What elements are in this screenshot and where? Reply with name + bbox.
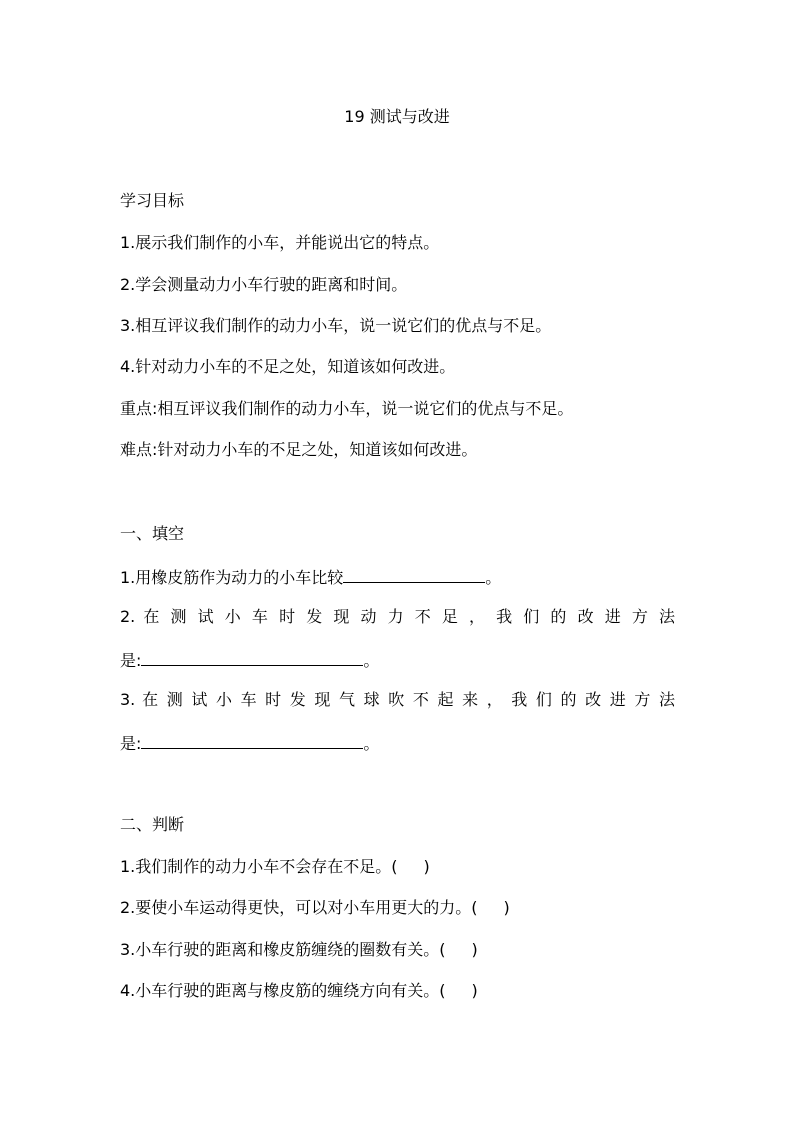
objective-item-3: 3.相互评议我们制作的动力小车，说一说它们的优点与不足。: [120, 316, 552, 335]
difficulty-point: 难点:针对动力小车的不足之处，知道该如何改进。: [120, 440, 478, 459]
objective-item-2: 2.学会测量动力小车行驶的距离和时间。: [120, 275, 408, 294]
question-3-end: 。: [363, 734, 380, 753]
judgement-2-close-paren: ): [503, 898, 510, 917]
objective-item-4: 4.针对动力小车的不足之处，知道该如何改进。: [120, 357, 456, 376]
question-2-text: 2. 在 测 试 小 车 时 发 现 动 力 不 足 ， 我 们 的 改 进 方 法: [120, 607, 675, 626]
judgement-3-open-paren: (: [439, 940, 446, 959]
judgement-4-text: 4.小车行驶的距离与橡皮筋的缠绕方向有关。: [120, 981, 440, 1000]
judgement-4-close-paren: ): [471, 981, 478, 1000]
judgement-question-1: [120, 857, 675, 877]
question-1-text: 1.用橡皮筋作为动力的小车比较: [120, 568, 344, 587]
fill-blank-question-2-line-2: [120, 649, 675, 671]
judgement-heading: 二、判断: [120, 815, 185, 834]
question-2-end: 。: [363, 651, 380, 670]
judgement-1-open-paren: (: [391, 857, 398, 876]
judgement-3-close-paren: ): [471, 940, 478, 959]
judgement-question-4: [120, 981, 675, 1001]
key-point: 重点:相互评议我们制作的动力小车，说一说它们的优点与不足。: [120, 399, 574, 418]
fill-blank-question-3-line-1: [120, 690, 675, 710]
question-1-end: 。: [485, 568, 502, 587]
objectives-heading: 学习目标: [120, 191, 185, 210]
judgement-question-3: [120, 940, 675, 960]
fill-blank-heading: 一、填空: [120, 524, 185, 543]
judgement-question-2: [120, 898, 675, 918]
judgement-2-text: 2.要使小车运动得更快，可以对小车用更大的力。: [120, 898, 472, 917]
question-3-prefix: 是:: [120, 734, 142, 753]
judgement-1-close-paren: ): [423, 857, 430, 876]
judgement-1-text: 1.我们制作的动力小车不会存在不足。: [120, 857, 392, 876]
objective-item-1: 1.展示我们制作的小车，并能说出它的特点。: [120, 233, 440, 252]
judgement-2-open-paren: (: [471, 898, 478, 917]
fill-blank-question-1: [120, 566, 675, 588]
page-title: 19 测试与改进: [344, 107, 450, 126]
answer-blank-3[interactable]: [141, 732, 363, 749]
fill-blank-question-3-line-2: [120, 732, 675, 754]
answer-blank-1[interactable]: [343, 566, 485, 583]
fill-blank-question-2-line-1: [120, 607, 675, 627]
question-3-text: 3. 在 测 试 小 车 时 发 现 气 球 吹 不 起 来 ， 我 们 的 改 进 方 法: [120, 690, 675, 709]
judgement-3-text: 3.小车行驶的距离和橡皮筋缠绕的圈数有关。: [120, 940, 440, 959]
judgement-4-open-paren: (: [439, 981, 446, 1000]
question-2-prefix: 是:: [120, 651, 142, 670]
answer-blank-2[interactable]: [141, 649, 363, 666]
